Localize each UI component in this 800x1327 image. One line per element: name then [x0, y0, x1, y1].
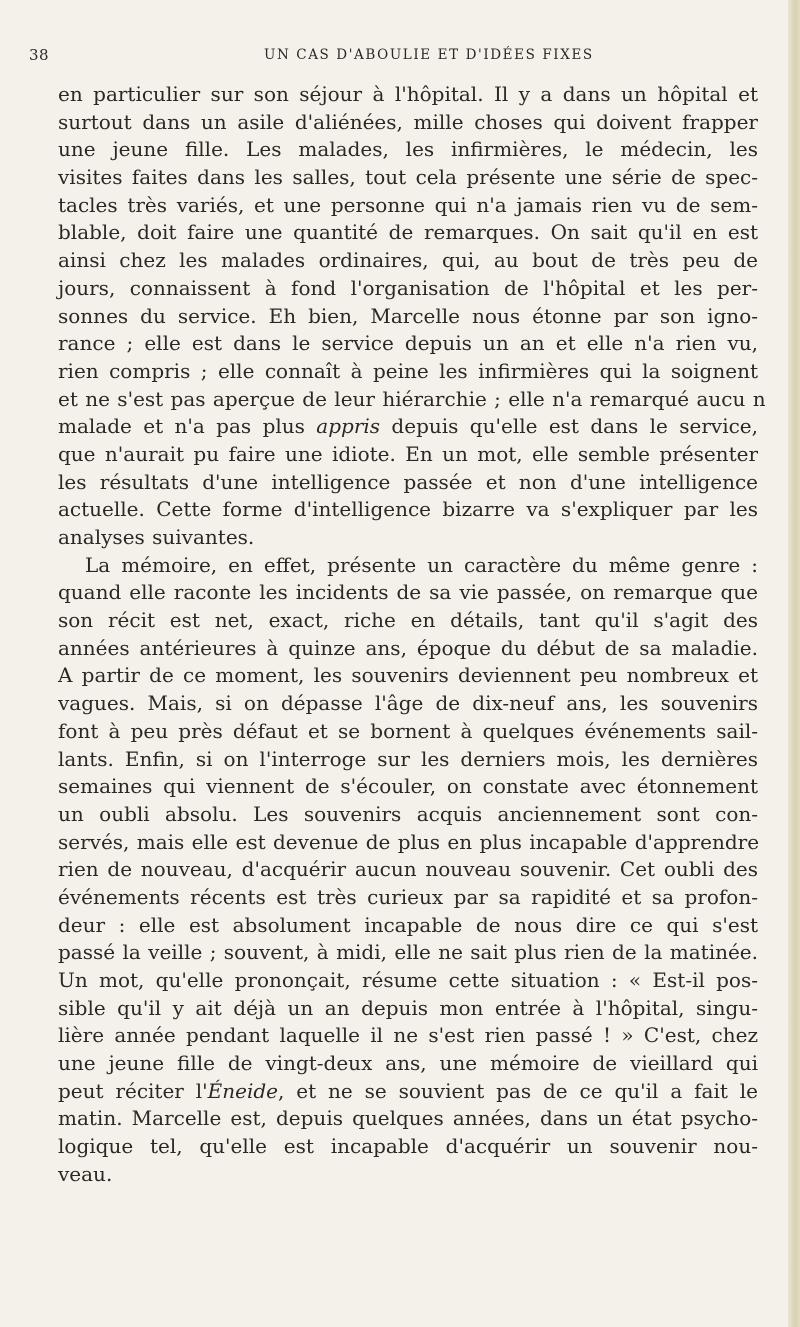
text-line — [58, 1050, 758, 1078]
text-line-content: sible qu'il y ait déjà un an depuis mon entrée à l'hôpital, singu- — [58, 995, 758, 1020]
running-title: UN CAS D'ABOULIE ET D'IDÉES FIXES — [264, 47, 594, 63]
text-line-continuation: depuis qu'elle est dans le service, — [380, 414, 758, 439]
text-line-content: une jeune fille. Les malades, les infirmières, le médecin, les — [58, 137, 758, 162]
text-line-content: malade et n'a pas plus — [58, 414, 317, 439]
text-line-content: passé la veille ; souvent, à midi, elle ne sait plus rien de la matinée. — [58, 940, 758, 965]
text-line — [58, 164, 758, 192]
text-line — [58, 219, 758, 247]
text-line — [58, 247, 758, 275]
text-line-content: matin. Marcelle est, depuis quelques années, dans un état psycho- — [58, 1106, 758, 1131]
text-line — [58, 690, 758, 718]
text-line-content: événements récents est très curieux par sa rapidité et sa profon- — [58, 884, 758, 909]
body-text — [58, 81, 766, 1189]
text-line-content: jours, connaissent à fond l'organisation de l'hôpital et les per- — [58, 275, 758, 300]
text-line-content: logique tel, qu'elle est incapable d'acquérir un souvenir nou- — [58, 1134, 758, 1159]
text-line-content: son récit est net, exact, riche en détails, tant qu'il s'agit des — [58, 608, 758, 633]
text-line — [58, 856, 758, 884]
text-line-content: A partir de ce moment, les souvenirs deviennent peu nombreux et — [58, 663, 758, 688]
text-line — [58, 330, 758, 358]
text-line-content: que n'aurait pu faire une idiote. En un mot, elle semble présenter — [58, 441, 758, 466]
text-line — [58, 496, 758, 524]
text-line-content: visites faites dans les salles, tout cela présente une série de spec- — [58, 165, 758, 190]
text-line — [58, 1022, 758, 1050]
text-line-content: font à peu près défaut et se bornent à quelques événements sail- — [58, 718, 758, 743]
text-line — [58, 939, 758, 967]
text-line — [58, 441, 758, 469]
text-line — [58, 136, 758, 164]
text-line-content: les résultats d'une intelligence passée et non d'une intelligence — [58, 469, 758, 494]
text-line — [58, 109, 758, 137]
text-line — [58, 358, 758, 386]
text-line — [58, 829, 758, 857]
text-line — [58, 912, 758, 940]
text-line-content: en particulier sur son séjour à l'hôpital. Il y a dans un hôpital et — [58, 82, 758, 106]
text-line — [58, 1105, 758, 1133]
text-line — [58, 192, 758, 220]
text-line-content: actuelle. Cette forme d'intelligence bizarre va s'expliquer par les — [58, 497, 758, 522]
text-line — [58, 1133, 758, 1161]
text-line — [58, 579, 758, 607]
text-line — [58, 1161, 758, 1189]
text-line — [58, 552, 758, 580]
italic-word: appris — [316, 414, 381, 439]
text-line — [58, 635, 758, 663]
page-number: 38 — [29, 46, 50, 64]
text-line — [58, 967, 758, 995]
text-line-content: analyses suivantes. — [58, 525, 255, 549]
text-line-content: blable, doit faire une quantité de remarques. On sait qu'il en est — [58, 220, 758, 245]
text-line-content: quand elle raconte les incidents de sa vie passée, on remarque que — [58, 580, 758, 605]
text-line-content: vagues. Mais, si on dépasse l'âge de dix-neuf ans, les souvenirs — [58, 691, 758, 716]
text-line-content: et ne s'est pas aperçue de leur hiérarchie ; elle n'a remarqué aucu n — [58, 386, 766, 411]
text-line-content: servés, mais elle est devenue de plus en plus incapable d'apprendre — [58, 829, 760, 854]
text-line — [58, 773, 758, 801]
text-line-content: tacles très variés, et une personne qui n'a jamais rien vu de sem- — [58, 192, 758, 217]
text-line-content: une jeune fille de vingt-deux ans, une mémoire de vieillard qui — [58, 1051, 758, 1076]
text-line-content: deur : elle est absolument incapable de nous dire ce qui s'est — [58, 912, 758, 937]
text-line — [58, 995, 758, 1023]
text-line — [58, 662, 758, 690]
text-line-content: rien de nouveau, d'acquérir aucun nouveau souvenir. Cet oubli des — [58, 857, 758, 882]
text-line — [58, 469, 758, 497]
text-line — [58, 746, 758, 774]
text-line-content: veau. — [58, 1161, 113, 1186]
text-line — [58, 413, 758, 441]
text-line — [58, 303, 758, 331]
text-line-content: rance ; elle est dans le service depuis un an et elle n'a rien vu, — [58, 331, 758, 356]
text-line-content: surtout dans un asile d'aliénées, mille choses qui doivent frapper — [58, 109, 758, 134]
text-line — [58, 524, 758, 552]
text-line-content: un oubli absolu. Les souvenirs acquis anciennement sont con- — [58, 801, 758, 826]
text-line-continuation: , et ne se souvient pas de ce qu'il a fait le — [278, 1078, 759, 1103]
text-line-content: ainsi chez les malades ordinaires, qui, au bout de très peu de — [58, 248, 758, 273]
text-line — [58, 386, 766, 414]
text-line — [58, 1078, 758, 1106]
text-line-content: lants. Enfin, si on l'interroge sur les derniers mois, les dernières — [58, 746, 758, 771]
text-line — [58, 718, 758, 746]
text-line-content: sonnes du service. Eh bien, Marcelle nous étonne par son igno- — [58, 303, 758, 328]
text-line-content: années antérieures à quinze ans, époque du début de sa maladie. — [58, 635, 758, 660]
page-edge — [788, 0, 800, 1327]
page-header — [29, 46, 759, 70]
text-line-content: lière année pendant laquelle il ne s'est rien passé ! » C'est, chez — [58, 1023, 758, 1048]
italic-word: Éneide — [207, 1078, 279, 1103]
text-line — [58, 81, 758, 109]
text-line-content: La mémoire, en effet, présente un caractère du même genre : — [85, 552, 758, 577]
text-line — [58, 801, 758, 829]
text-line — [58, 607, 758, 635]
text-line-content: peut réciter l' — [58, 1078, 208, 1103]
text-line-content: Un mot, qu'elle prononçait, résume cette situation : « Est-il pos- — [58, 968, 758, 992]
text-line-content: rien compris ; elle connaît à peine les infirmières qui la soignent — [58, 358, 758, 383]
text-line-content: semaines qui viennent de s'écouler, on constate avec étonnement — [58, 774, 758, 799]
text-line — [58, 275, 758, 303]
text-line — [58, 884, 758, 912]
